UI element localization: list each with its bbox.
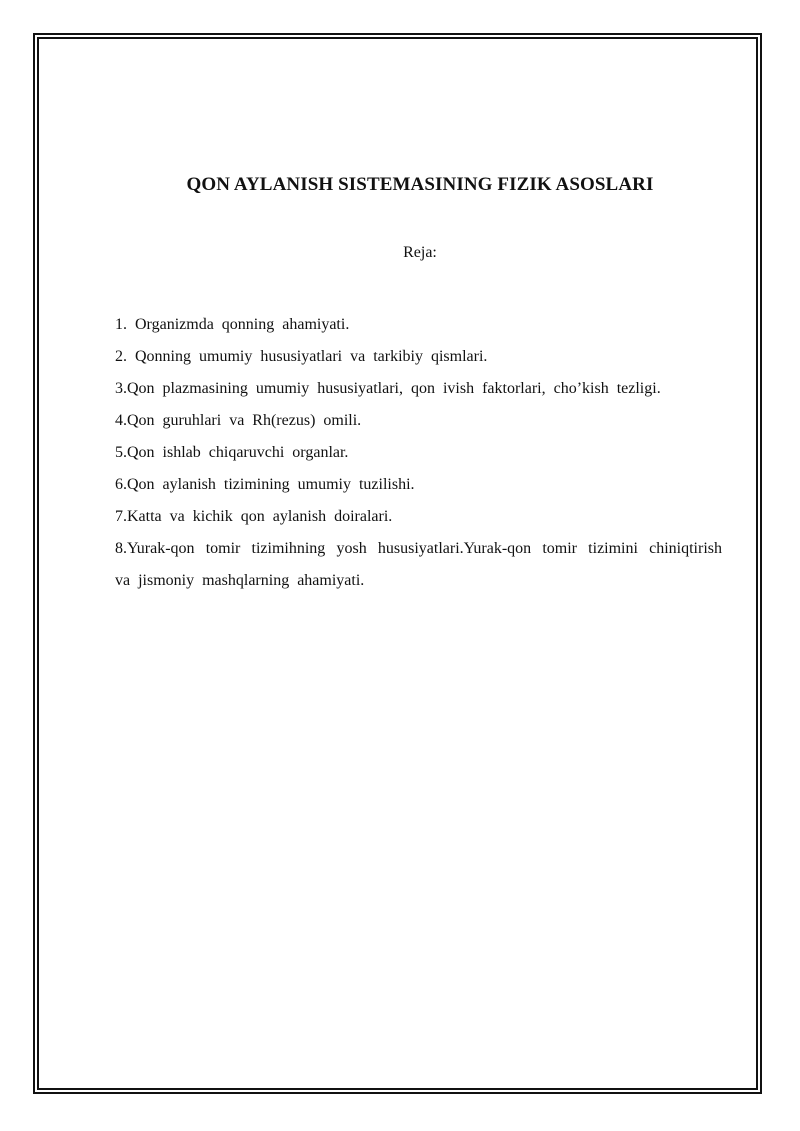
plan-item-1: 1. Organizmda qonning ahamiyati. [115, 316, 350, 333]
plan-item-3: 3.Qon plazmasining umumiy hususiyatlari, qon ivish faktorlari, cho’kish tezligi. [115, 380, 661, 397]
plan-item-5: 5.Qon ishlab chiqaruvchi organlar. [115, 444, 349, 461]
plan-heading: Reja: [403, 244, 437, 261]
document-title: QON AYLANISH SISTEMASINING FIZIK ASOSLARI [186, 174, 654, 195]
plan-item-8: 8.Yurak-qon tomir tizimihning yosh hususiyatlari.Yurak-qon tomir tizimini chiniqtirish va jismoniy mashqlarning ahamiyati. [115, 540, 722, 589]
plan-list [115, 309, 722, 597]
plan-item-2: 2. Qonning umumiy hususiyatlari va tarkibiy qismlari. [115, 348, 488, 365]
plan-item-6: 6.Qon aylanish tizimining umumiy tuzilishi. [115, 476, 415, 493]
plan-item-4: 4.Qon guruhlari va Rh(rezus) omili. [115, 412, 362, 429]
plan-item-7: 7.Katta va kichik qon aylanish doiralari. [115, 508, 393, 525]
